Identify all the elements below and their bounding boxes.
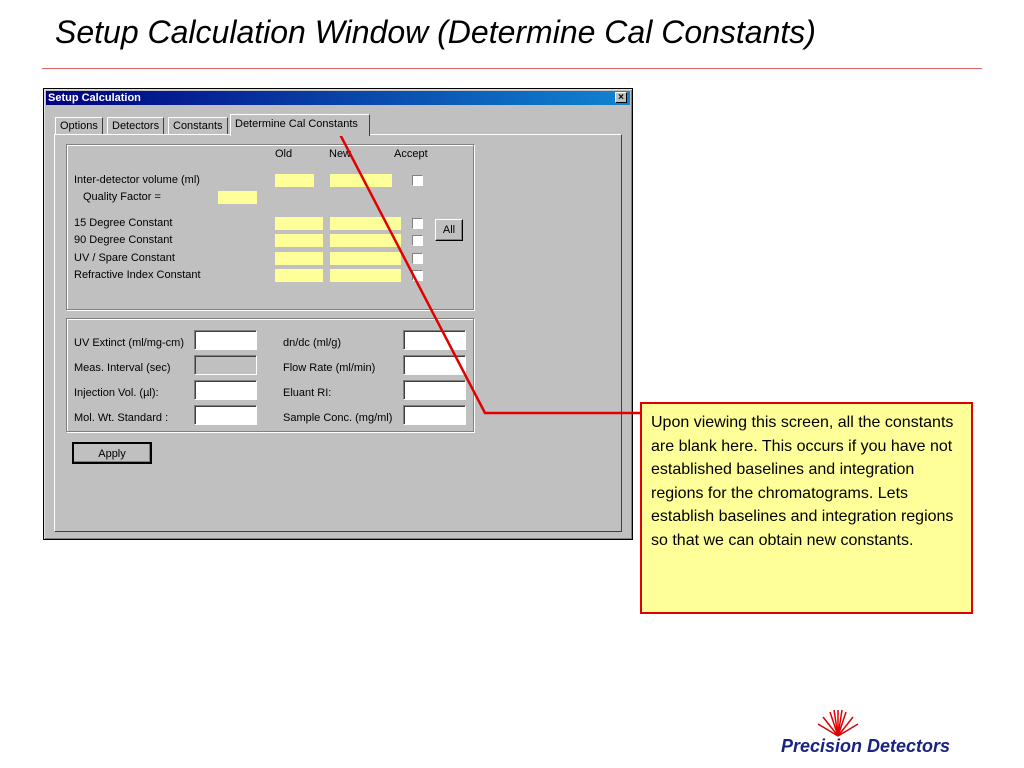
header-accept: Accept — [394, 148, 428, 160]
tab-detectors[interactable]: Detectors — [107, 117, 164, 134]
flow-rate-label: Flow Rate (ml/min) — [283, 362, 376, 374]
logo-text: Precision Detectors — [781, 736, 951, 756]
tab-options[interactable]: Options — [55, 117, 103, 134]
callout-note: Upon viewing this screen, all the constants are blank here. This occurs if you have not established baselines and integration regions for the chromatograms. Lets establish baselines and integration regions so that we can obtain new constants. — [640, 402, 973, 614]
meas-interval-label: Meas. Interval (sec) — [74, 362, 171, 374]
tab-determine-cal-constants[interactable]: Determine Cal Constants — [230, 114, 370, 136]
mol-wt-standard-label: Mol. Wt. Standard : — [74, 412, 169, 424]
apply-button[interactable]: Apply — [72, 442, 152, 464]
accept-all-button[interactable]: All — [435, 219, 463, 241]
sample-conc-label: Sample Conc. (mg/ml) — [283, 412, 393, 424]
precision-detectors-logo — [778, 708, 1014, 760]
starburst-icon — [808, 708, 868, 738]
constant-row-label: 90 Degree Constant — [74, 234, 173, 246]
constant-row-label: UV / Spare Constant — [74, 252, 175, 264]
header-old: Old — [275, 148, 293, 160]
tab-constants[interactable]: Constants — [168, 117, 228, 134]
inter-detector-volume-label: Inter-detector volume (ml) — [74, 174, 200, 186]
eluant-ri-label: Eluant RI: — [283, 387, 332, 399]
window-title: Setup Calculation — [48, 92, 141, 104]
close-icon[interactable]: × — [615, 92, 627, 103]
slide-title: Setup Calculation Window (Determine Cal Constants) — [55, 14, 816, 50]
dndc-label: dn/dc (ml/g) — [283, 337, 342, 349]
constant-row-label: 15 Degree Constant — [74, 217, 173, 229]
uv-extinct-label: UV Extinct (ml/mg-cm) — [74, 337, 184, 349]
injection-vol-label: Injection Vol. (µl): — [74, 387, 159, 399]
constant-row-label: Refractive Index Constant — [74, 269, 201, 281]
header-new: New — [329, 148, 352, 160]
quality-factor-label: Quality Factor = — [83, 191, 161, 203]
